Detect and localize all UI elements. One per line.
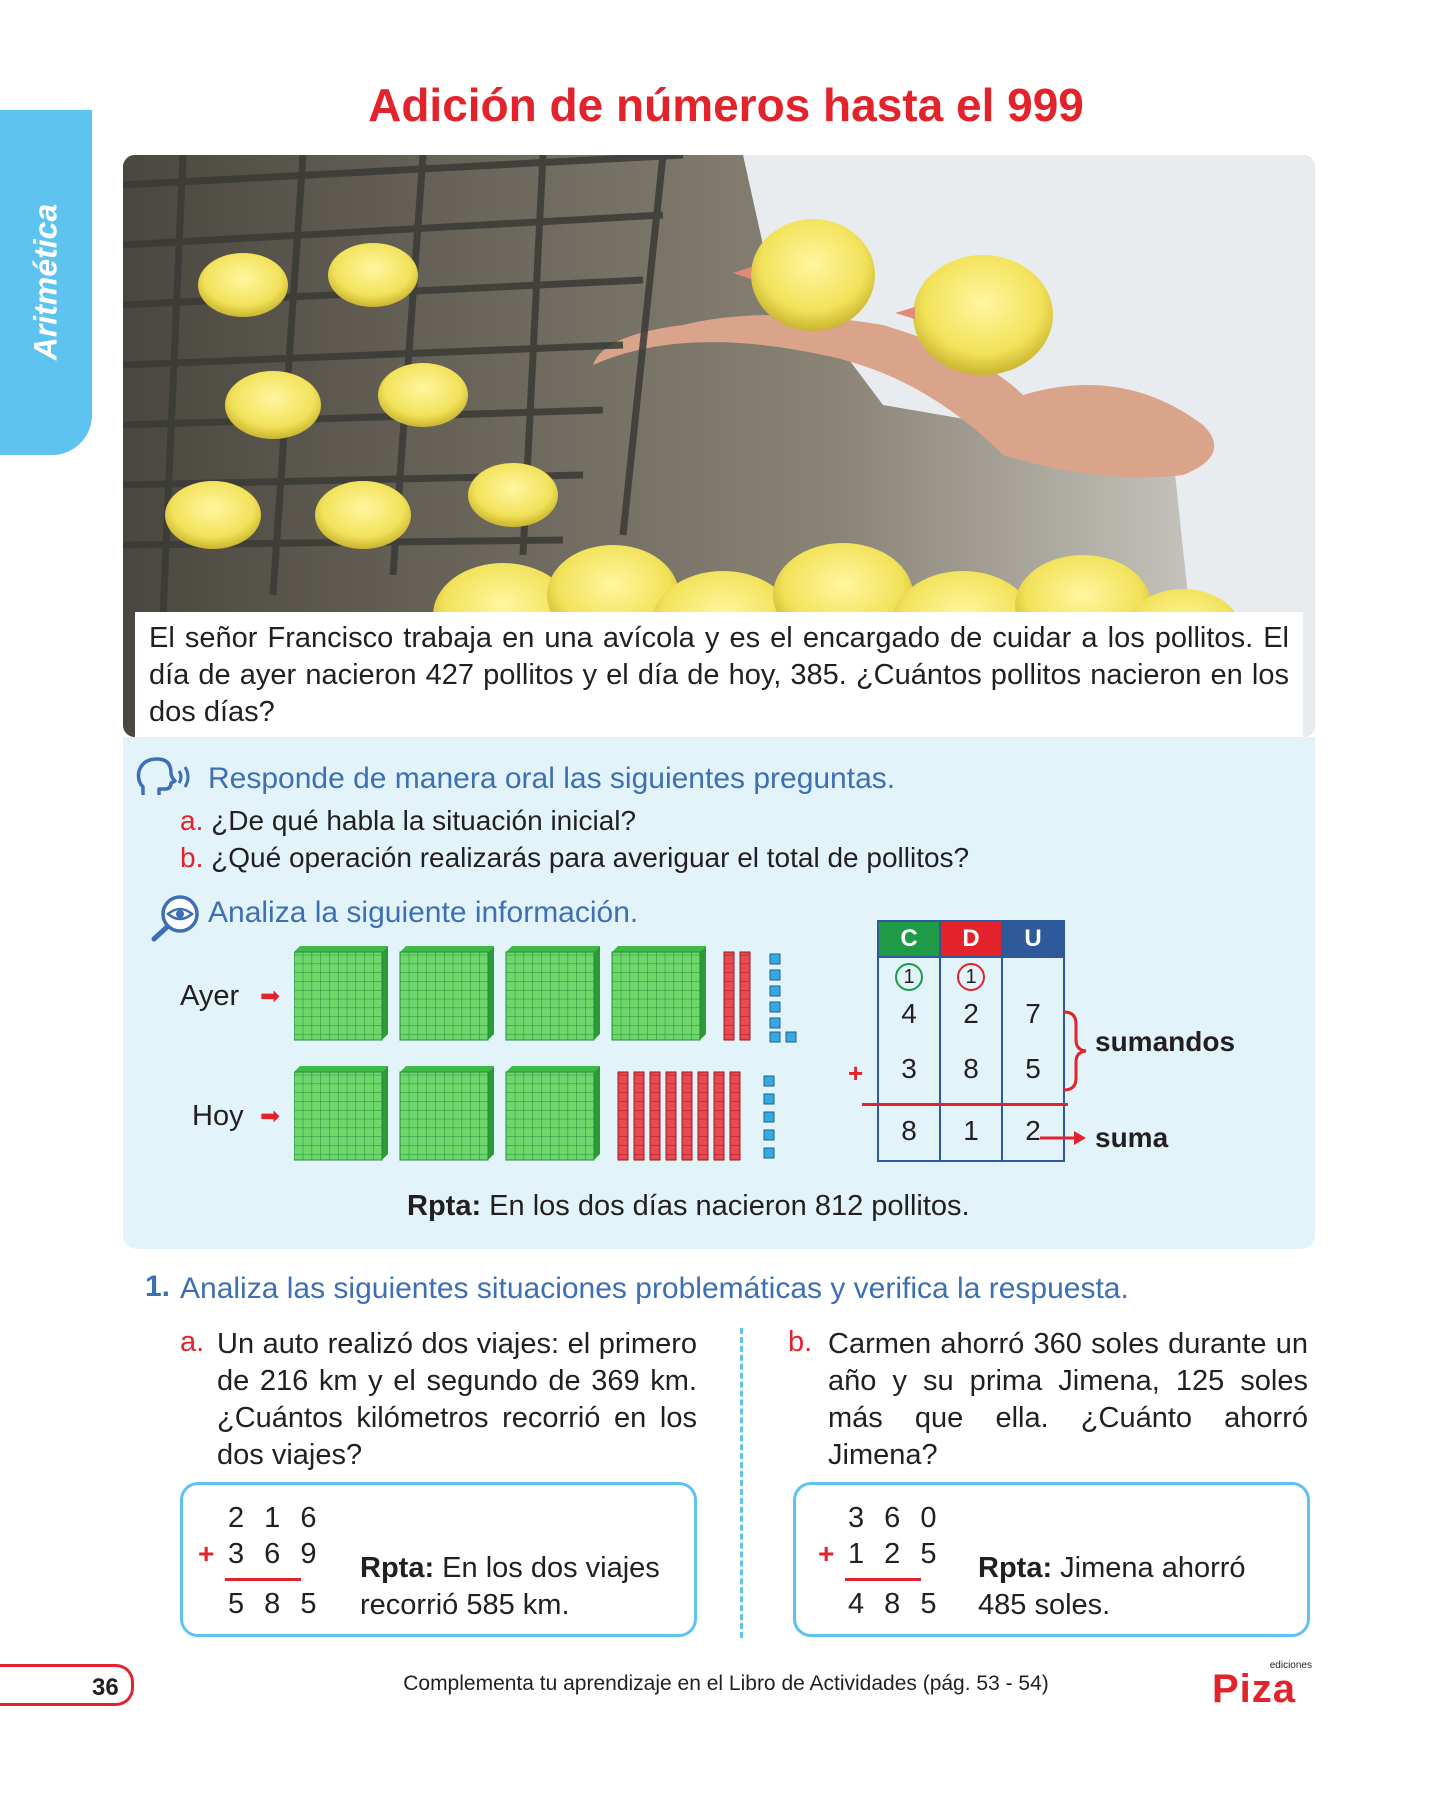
hoy-hundreds [294,1066,600,1160]
ayer-hundreds [294,946,706,1040]
hoy-label: Hoy [192,1100,244,1132]
brace-icon [1060,1010,1090,1092]
exercise-a-letter: a. [180,1326,205,1358]
suma-label: suma [1095,1122,1169,1153]
carry-c: 1 [895,963,923,991]
exercise-a-text: Un auto realizó dos viajes: el primero de 216 km y el segundo de 369 km. ¿Cuántos kilómetros recorrió en los dos viajes? [217,1328,697,1471]
exercise-a-plus: + [198,1538,215,1569]
question-a [180,805,636,837]
question-b-letter: b. [180,842,204,873]
carry-c-cell [878,957,940,991]
base-ten-blocks [294,946,814,1170]
speaking-head-icon [135,757,201,799]
exercise-a-rule [225,1578,301,1581]
logo-small-text: ediciones [1269,1660,1312,1671]
exercise-b-result: 4 8 5 [848,1588,943,1620]
exercise-b-rpta-label: Rpta: [978,1552,1053,1584]
exercise-b-bottom: 1 2 5 [848,1538,943,1570]
ayer-units [770,954,796,1042]
hoy-tens [618,1072,740,1160]
sum-rule [862,1103,1068,1106]
exercise-a-result: 5 8 5 [228,1588,323,1620]
exercise-b-answer [978,1550,1246,1624]
exercise-b-rpta-line1: Jimena ahorró [1060,1552,1246,1584]
plus-sign: + [848,1058,864,1088]
addend1-d: 2 [940,991,1002,1037]
sum-d: 1 [940,1101,1002,1161]
question-b-text: ¿Qué operación realizarás para averiguar el total de pollitos? [211,842,970,873]
oral-heading: Responde de manera oral las siguientes preguntas. [208,762,896,795]
analyze-answer [407,1190,970,1223]
section-tab-label: Aritmética [27,203,64,361]
section-tab [0,110,92,455]
suma-arrow-icon [1040,1128,1088,1148]
sum-c: 8 [878,1101,940,1161]
exercise-b-letter: b. [788,1326,813,1358]
addend1-c: 4 [878,991,940,1037]
addend1-u: 7 [1002,991,1064,1037]
answer-label: Rpta: [407,1190,482,1222]
exercise-a-top: 2 1 6 [228,1502,323,1534]
story-text: El señor Francisco trabaja en una avícola y es el encargado de cuidar a los pollitos. El día de ayer nacieron 427 pollitos y el día de hoy, 385. ¿Cuántos pollitos nacieron en los dos días? [135,612,1303,740]
exercise-b-top: 3 6 0 [848,1502,943,1534]
answer-text: En los dos días nacieron 812 pollitos. [489,1190,970,1222]
exercise-b-text: Carmen ahorró 360 soles durante un año y su prima Jimena, 125 soles más que ella. ¿Cuánto ahorró Jimena? [828,1328,1308,1471]
carry-d-cell [940,957,1002,991]
publisher-logo [1212,1660,1312,1711]
ayer-arrow-icon: ➡ [260,983,281,1010]
carry-d: 1 [957,963,985,991]
question-a-letter: a. [180,805,204,836]
header-c: C [878,921,940,957]
magnifier-eye-icon [150,894,202,942]
question-b [180,842,969,874]
header-d: D [940,921,1002,957]
ayer-label: Ayer [180,980,240,1012]
exercise-a-rpta-line2: recorrió 585 km. [360,1589,570,1621]
addend2-c: 3 [878,1037,940,1101]
exercise-a-rpta-line1: En los dos viajes [442,1552,660,1584]
addend2-d: 8 [940,1037,1002,1101]
exercise-b-plus: + [818,1538,835,1569]
sum-u: 2 [1002,1101,1064,1161]
page-title: Adición de números hasta el 999 [368,79,1084,131]
place-value-table [877,920,1065,1162]
footer-text: Complementa tu aprendizaje en el Libro de Actividades (pág. 53 - 54) [403,1672,1049,1695]
analyze-heading: Analiza la siguiente información. [208,896,639,929]
hoy-units [764,1076,774,1158]
logo-text: Piza [1212,1667,1297,1711]
exercise-number: 1. [145,1270,171,1303]
sumandos-label: sumandos [1095,1026,1236,1057]
hoy-arrow-icon: ➡ [260,1103,281,1130]
question-a-text: ¿De qué habla la situación inicial? [211,805,637,836]
exercise-a-rpta-label: Rpta: [360,1552,435,1584]
page-number: 36 [0,1664,134,1706]
exercise-a-bottom: 3 6 9 [228,1538,323,1570]
carry-u-cell [1002,957,1064,991]
addend2-u: 5 [1002,1037,1064,1101]
header-u: U [1002,921,1064,957]
exercise-heading: Analiza las siguientes situaciones problemáticas y verifica la respuesta. [180,1272,1129,1305]
column-divider [740,1328,743,1638]
ayer-tens [724,952,750,1040]
exercise-b-rpta-line2: 485 soles. [978,1589,1111,1621]
exercise-a-answer [360,1550,660,1624]
exercise-b-rule [845,1578,921,1581]
